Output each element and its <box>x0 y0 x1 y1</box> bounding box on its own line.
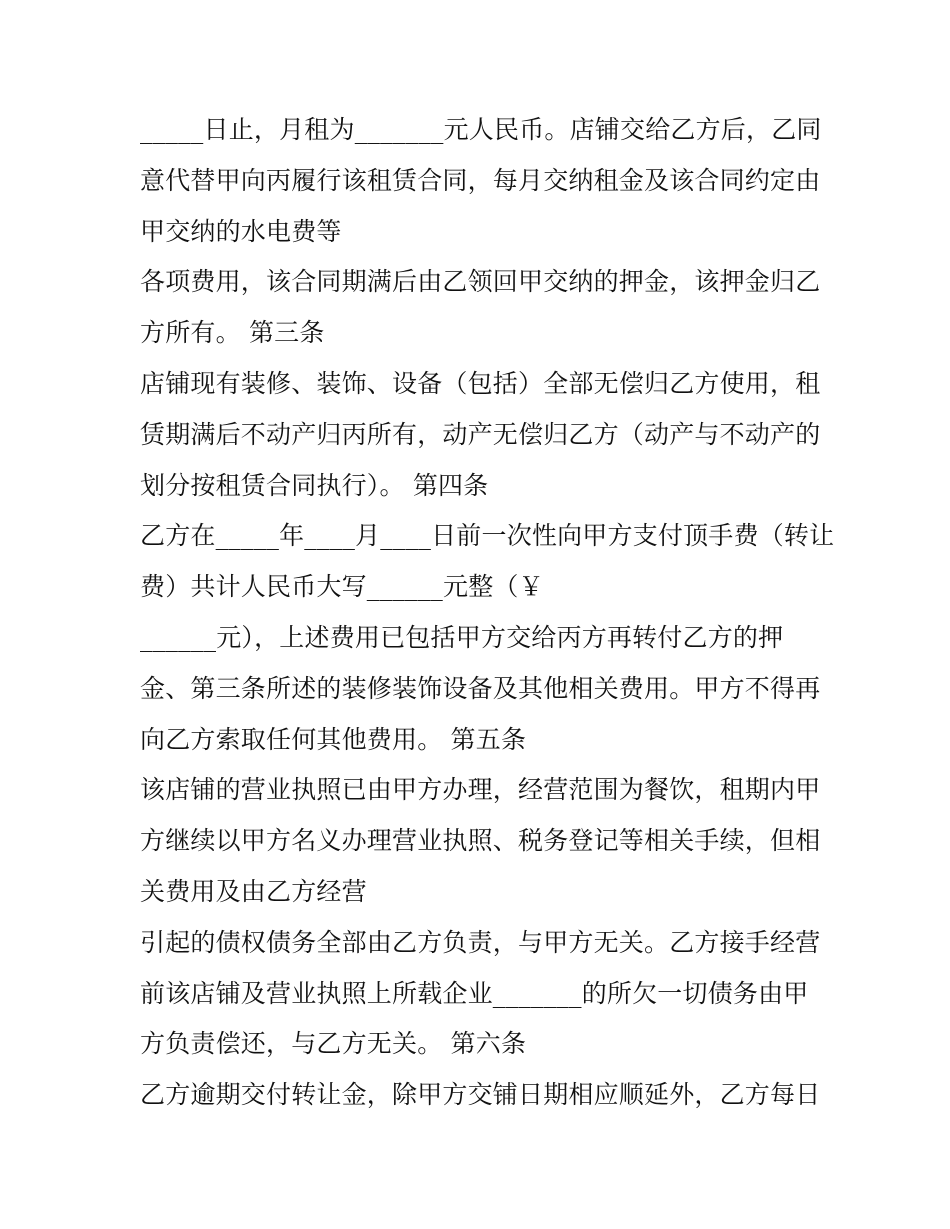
text-line: 金、第三条所述的装修装饰设备及其他相关费用。甲方不得再 <box>140 673 821 703</box>
text-line: 方所有。 第三条 <box>140 318 325 348</box>
text-line: 乙方在_____年____月____日前一次性向甲方支付顶手费（转让 <box>140 521 835 551</box>
text-line: 费）共计人民币大写______元整（￥ <box>140 572 544 602</box>
text-line: 关费用及由乙方经营 <box>140 876 367 906</box>
text-line: 赁期满后不动产归丙所有，动产无偿归乙方（动产与不动产的 <box>140 419 821 449</box>
contract-text <box>140 105 835 1121</box>
text-line: _____日止，月租为_______元人民币。店铺交给乙方后，乙同 <box>140 115 822 144</box>
text-line: 前该店铺及营业执照上所载企业_______的所欠一切债务由甲 <box>140 978 809 1008</box>
text-line: 意代替甲向丙履行该租赁合同，每月交纳租金及该合同约定由 <box>140 165 821 195</box>
text-line: 引起的债权债务全部由乙方负责，与甲方无关。乙方接手经营 <box>140 927 821 957</box>
text-line: 店铺现有装修、装饰、设备（包括）全部无偿归乙方使用，租 <box>140 368 821 398</box>
text-line: 向乙方索取任何其他费用。 第五条 <box>140 724 527 754</box>
text-line: 乙方逾期交付转让金，除甲方交铺日期相应顺延外，乙方每日 <box>140 1080 821 1110</box>
text-line: 划分按租赁合同执行）。 第四条 <box>140 470 489 500</box>
text-line: 方负责偿还，与乙方无关。 第六条 <box>140 1029 527 1059</box>
text-line: 该店铺的营业执照已由甲方办理，经营范围为餐饮，租期内甲 <box>140 775 821 805</box>
text-line: 方继续以甲方名义办理营业执照、税务登记等相关手续，但相 <box>140 826 821 856</box>
text-line: ______元），上述费用已包括甲方交给丙方再转付乙方的押 <box>140 622 784 652</box>
text-line: 甲交纳的水电费等 <box>140 216 342 246</box>
text-line: 各项费用，该合同期满后由乙领回甲交纳的押金，该押金归乙 <box>140 267 821 297</box>
